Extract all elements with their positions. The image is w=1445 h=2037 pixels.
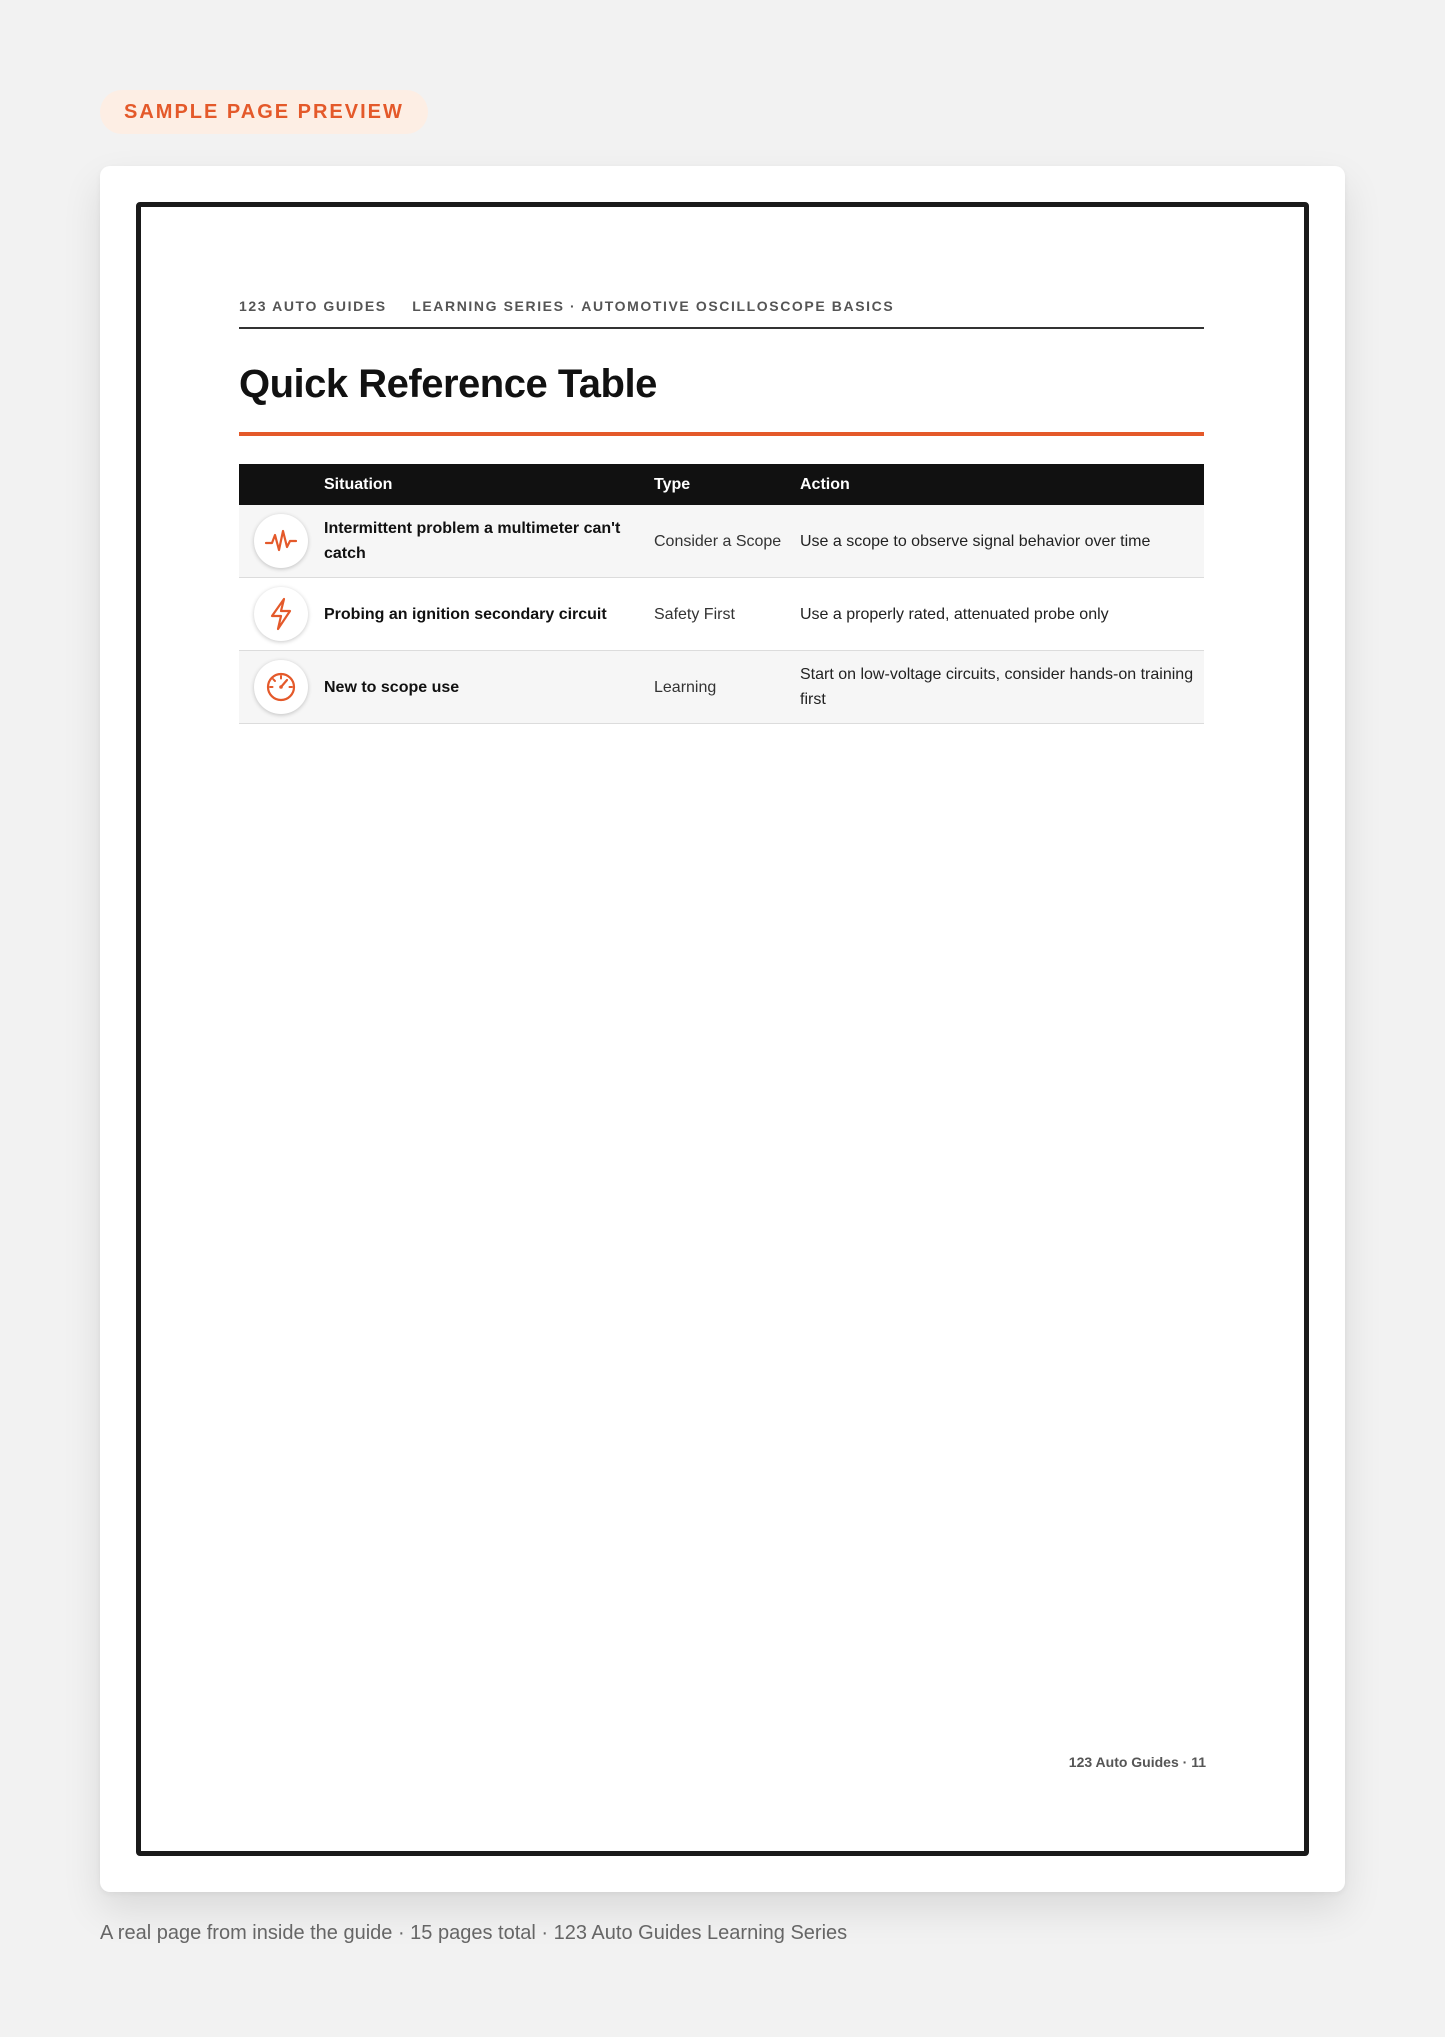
header-action: Action [800,464,1204,505]
row-icon-cell [239,578,324,651]
row-type: Safety First [654,578,800,651]
row-icon-cell [239,651,324,724]
row-action: Use a properly rated, attenuated probe only [800,578,1204,651]
table-row [239,651,1204,724]
preview-card [100,166,1345,1892]
running-head-series: LEARNING SERIES · AUTOMOTIVE OSCILLOSCOPE BASICS [412,298,895,314]
sample-preview-badge: SAMPLE PAGE PREVIEW [100,90,428,134]
header-icon-cell [239,464,324,505]
title-accent-rule [239,432,1204,436]
quick-reference-table [239,464,1204,724]
row-icon-cell [239,505,324,578]
running-head-divider [239,327,1204,329]
gauge-icon [254,660,308,714]
running-head [239,298,1204,314]
header-situation: Situation [324,464,654,505]
row-situation: New to scope use [324,651,654,724]
running-head-brand: 123 AUTO GUIDES [239,298,387,314]
row-action: Use a scope to observe signal behavior over time [800,505,1204,578]
page-title: Quick Reference Table [239,362,657,406]
table-row [239,505,1204,578]
header-type: Type [654,464,800,505]
table-header-row [239,464,1204,505]
lightning-bolt-icon [254,587,308,641]
row-type: Learning [654,651,800,724]
row-action: Start on low-voltage circuits, consider hands-on training first [800,651,1204,724]
row-situation: Probing an ignition secondary circuit [324,578,654,651]
guide-page [136,202,1309,1856]
waveform-icon [254,514,308,568]
row-type: Consider a Scope [654,505,800,578]
row-situation: Intermittent problem a multimeter can't catch [324,505,654,578]
preview-caption: A real page from inside the guide · 15 pages total · 123 Auto Guides Learning Series [100,1922,848,1944]
page-footer: 123 Auto Guides · 11 [1068,1754,1206,1770]
table-row [239,578,1204,651]
